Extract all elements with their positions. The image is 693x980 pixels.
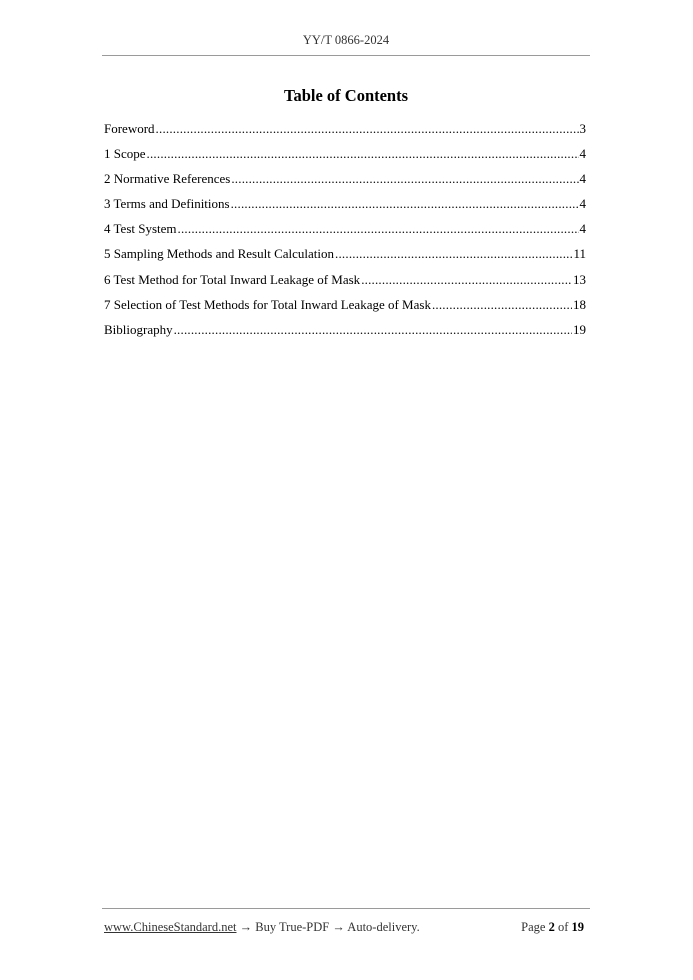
- toc-entry-bibliography[interactable]: [104, 320, 586, 345]
- toc-entry-page: 11: [573, 246, 586, 262]
- table-of-contents: [104, 119, 586, 345]
- toc-entry-test-system[interactable]: [104, 219, 586, 244]
- toc-entry-label: 3 Terms and Definitions: [104, 196, 230, 212]
- total-page-count: 19: [571, 920, 584, 934]
- footer-promo-text: → Buy True-PDF → Auto-delivery.: [236, 920, 420, 934]
- toc-entry-terms-and-definitions[interactable]: [104, 194, 586, 219]
- toc-entry-page: 18: [573, 296, 586, 312]
- of-word: of: [557, 920, 569, 934]
- page-number: [521, 918, 590, 936]
- toc-leader-dots: [231, 194, 579, 214]
- standard-code: YY/T 0866-2024: [302, 33, 390, 47]
- toc-entry-label: Bibliography: [104, 321, 173, 337]
- toc-entry-label: 6 Test Method for Total Inward Leakage of Mask: [104, 271, 361, 287]
- footer-promo: [102, 918, 420, 936]
- toc-title: Table of Contents: [283, 86, 409, 105]
- toc-leader-dots: [361, 270, 572, 290]
- page-header: [102, 30, 590, 56]
- toc-entry-page: 4: [579, 146, 586, 162]
- toc-entry-page: 3: [579, 121, 586, 136]
- toc-leader-dots: [147, 144, 579, 164]
- toc-entry-selection-of-test-methods[interactable]: [104, 295, 586, 320]
- toc-entry-page: 4: [579, 221, 586, 237]
- toc-leader-dots: [335, 244, 572, 264]
- current-page-number: 2: [548, 920, 555, 934]
- toc-entry-label: 2 Normative References: [104, 171, 231, 187]
- toc-entry-sampling-methods[interactable]: [104, 244, 586, 269]
- page-word: Page: [521, 920, 546, 934]
- toc-entry-page: 4: [579, 196, 586, 212]
- toc-entry-label: 7 Selection of Test Methods for Total Inward Leakage of Mask: [104, 296, 431, 312]
- toc-entry-label: 1 Scope: [104, 146, 146, 162]
- page-footer: [102, 908, 590, 936]
- toc-entry-label: Foreword: [104, 121, 155, 136]
- toc-entry-label: 5 Sampling Methods and Result Calculation: [104, 246, 335, 262]
- toc-entry-page: 19: [573, 321, 586, 337]
- toc-entry-normative-references[interactable]: [104, 169, 586, 194]
- toc-entry-scope[interactable]: [104, 144, 586, 169]
- toc-leader-dots: [156, 119, 579, 139]
- toc-leader-dots: [178, 219, 579, 239]
- website-link[interactable]: www.ChineseStandard.net: [104, 920, 237, 934]
- toc-leader-dots: [432, 295, 572, 315]
- toc-leader-dots: [231, 169, 578, 189]
- toc-entry-page: 4: [579, 171, 586, 187]
- toc-leader-dots: [174, 320, 572, 340]
- toc-entry-foreword[interactable]: [104, 119, 586, 144]
- toc-entry-page: 13: [573, 271, 586, 287]
- toc-entry-label: 4 Test System: [104, 221, 177, 237]
- toc-entry-test-method[interactable]: [104, 270, 586, 295]
